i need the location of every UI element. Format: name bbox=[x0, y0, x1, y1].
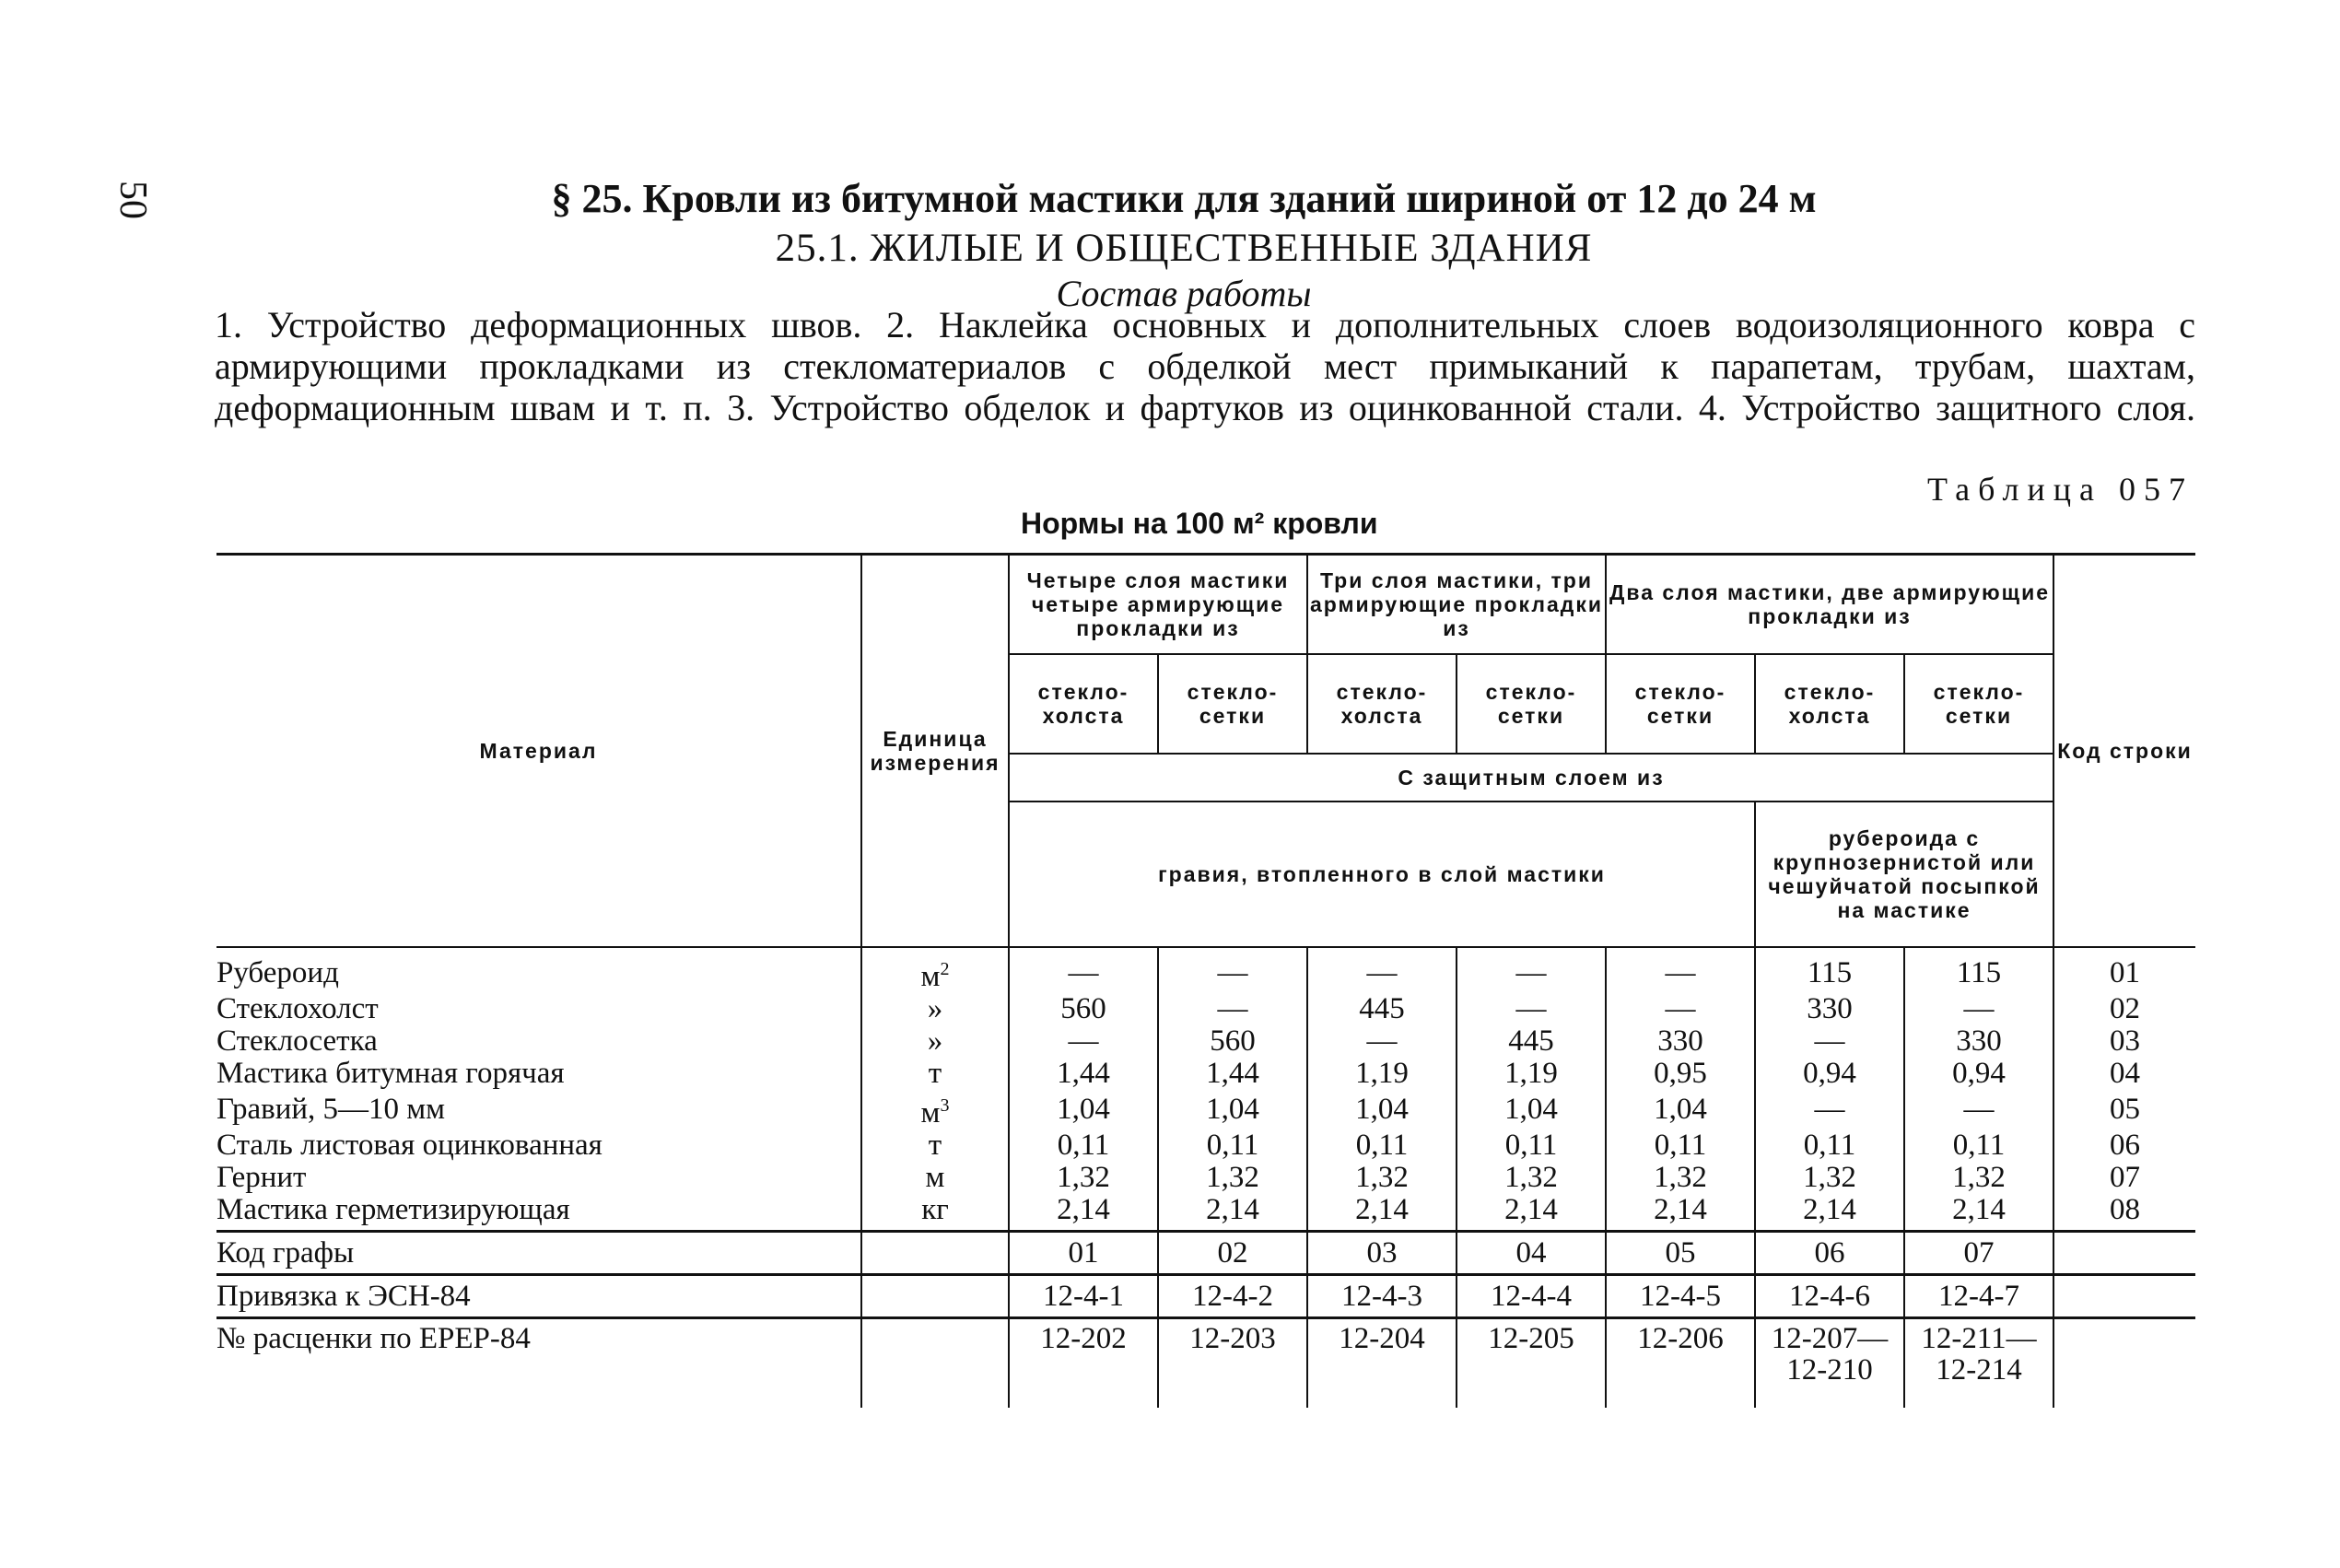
value-cell: 0,11 bbox=[1755, 1129, 1904, 1162]
erer-cell: 12-206 bbox=[1606, 1318, 1755, 1409]
row-code-cell: 04 bbox=[2053, 1058, 2195, 1090]
value-cell: 1,19 bbox=[1307, 1058, 1457, 1090]
value-cell: 0,11 bbox=[1606, 1129, 1755, 1162]
column-code-row bbox=[216, 1232, 2195, 1275]
value-cell: 1,19 bbox=[1457, 1058, 1606, 1090]
erer-rate-label: № расценки по ЕРЕР-84 bbox=[216, 1318, 861, 1409]
value-cell: 1,32 bbox=[1606, 1162, 1755, 1194]
table-label: Таблица 057 bbox=[1927, 471, 2194, 508]
header-group-three-layers: Три слоя мастики, три армирующие прокладки из bbox=[1307, 555, 1606, 655]
unit-cell: т bbox=[861, 1058, 1009, 1090]
erer-cell: 12-211—12-214 bbox=[1904, 1318, 2053, 1409]
erer-cell: 12-203 bbox=[1158, 1318, 1307, 1409]
value-cell: — bbox=[1158, 947, 1307, 993]
value-cell: — bbox=[1755, 1025, 1904, 1058]
header-material: Материал bbox=[216, 555, 861, 948]
erer-cell: 12-205 bbox=[1457, 1318, 1606, 1409]
value-cell: 1,32 bbox=[1158, 1162, 1307, 1194]
header-ruberoid: рубероида с крупнозернистой или чешуйчатой посыпкой на мастике bbox=[1755, 802, 2053, 947]
value-cell: 2,14 bbox=[1904, 1194, 2053, 1232]
value-cell: 115 bbox=[1755, 947, 1904, 993]
table-row bbox=[216, 1025, 2195, 1058]
value-cell: — bbox=[1755, 1090, 1904, 1129]
value-cell: 1,32 bbox=[1755, 1162, 1904, 1194]
row-code-cell: 08 bbox=[2053, 1194, 2195, 1232]
value-cell: 445 bbox=[1457, 1025, 1606, 1058]
material-name: Сталь листовая оцинкованная bbox=[216, 1129, 861, 1162]
header-sub-3: стекло-холста bbox=[1307, 654, 1457, 754]
erer-cell: 12-204 bbox=[1307, 1318, 1457, 1409]
value-cell: — bbox=[1904, 993, 2053, 1025]
table-caption: Нормы на 100 м² кровли bbox=[1021, 507, 1378, 540]
value-cell: 2,14 bbox=[1009, 1194, 1158, 1232]
table-row bbox=[216, 1129, 2195, 1162]
material-name: Гернит bbox=[216, 1162, 861, 1194]
column-code-cell: 04 bbox=[1457, 1232, 1606, 1275]
table-row bbox=[216, 993, 2195, 1025]
value-cell: 2,14 bbox=[1307, 1194, 1457, 1232]
column-code-label: Код графы bbox=[216, 1232, 861, 1275]
empty-cell bbox=[2053, 1232, 2195, 1275]
esn-cell: 12-4-1 bbox=[1009, 1275, 1158, 1318]
value-cell: 1,44 bbox=[1009, 1058, 1158, 1090]
unit-cell: » bbox=[861, 993, 1009, 1025]
value-cell: 330 bbox=[1755, 993, 1904, 1025]
empty-cell bbox=[2053, 1318, 2195, 1409]
material-name: Стеклохолст bbox=[216, 993, 861, 1025]
page-number: 50 bbox=[111, 181, 154, 219]
esn-cell: 12-4-7 bbox=[1904, 1275, 2053, 1318]
empty-cell bbox=[861, 1318, 1009, 1409]
work-description: 1. Устройство деформационных швов. 2. Наклейка основных и дополнительных слоев водоизоляционного ковра с армирующими прокладками из стекломатериалов с обделкой мест примыканий к парапетам, трубам, шахтам, деформационным швам и т. п. 3. Устройство обделок и фартуков из оцинкованной стали. 4. Устройство защитного слоя. bbox=[215, 304, 2195, 428]
empty-cell bbox=[2053, 1275, 2195, 1318]
value-cell: 1,04 bbox=[1307, 1090, 1457, 1129]
header-sub-1: стекло-холста bbox=[1009, 654, 1158, 754]
value-cell: — bbox=[1606, 993, 1755, 1025]
value-cell: 0,11 bbox=[1158, 1129, 1307, 1162]
table-row bbox=[216, 1194, 2195, 1232]
value-cell: 2,14 bbox=[1457, 1194, 1606, 1232]
table-row bbox=[216, 947, 2195, 993]
value-cell: 1,32 bbox=[1457, 1162, 1606, 1194]
column-code-cell: 02 bbox=[1158, 1232, 1307, 1275]
header-sub-6: стекло-холста bbox=[1755, 654, 1904, 754]
header-protective-layer: С защитным слоем из bbox=[1009, 754, 2053, 802]
value-cell: 0,94 bbox=[1904, 1058, 2053, 1090]
header-sub-5: стекло-сетки bbox=[1606, 654, 1755, 754]
value-cell: 0,11 bbox=[1009, 1129, 1158, 1162]
norms-table bbox=[216, 553, 2195, 1408]
column-code-cell: 07 bbox=[1904, 1232, 2053, 1275]
material-name: Мастика герметизирующая bbox=[216, 1194, 861, 1232]
row-code-cell: 02 bbox=[2053, 993, 2195, 1025]
erer-cell: 12-202 bbox=[1009, 1318, 1158, 1409]
column-code-cell: 01 bbox=[1009, 1232, 1158, 1275]
value-cell: — bbox=[1307, 1025, 1457, 1058]
header-group-two-layers: Два слоя мастики, две армирующие прокладки из bbox=[1606, 555, 2053, 655]
value-cell: 330 bbox=[1904, 1025, 2053, 1058]
value-cell: 2,14 bbox=[1606, 1194, 1755, 1232]
value-cell: 1,32 bbox=[1904, 1162, 2053, 1194]
row-code-cell: 05 bbox=[2053, 1090, 2195, 1129]
subsection-title: 25.1. ЖИЛЫЕ И ОБЩЕСТВЕННЫЕ ЗДАНИЯ bbox=[775, 227, 1593, 270]
column-code-cell: 05 bbox=[1606, 1232, 1755, 1275]
material-name: Гравий, 5—10 мм bbox=[216, 1090, 861, 1129]
table-row bbox=[216, 1162, 2195, 1194]
table-row bbox=[216, 1090, 2195, 1129]
column-code-cell: 06 bbox=[1755, 1232, 1904, 1275]
value-cell: 0,94 bbox=[1755, 1058, 1904, 1090]
value-cell: — bbox=[1457, 947, 1606, 993]
value-cell: 1,04 bbox=[1606, 1090, 1755, 1129]
value-cell: 1,04 bbox=[1009, 1090, 1158, 1129]
value-cell: 1,04 bbox=[1457, 1090, 1606, 1129]
unit-cell: кг bbox=[861, 1194, 1009, 1232]
unit-cell: $м^2$ bbox=[861, 947, 1009, 993]
value-cell: 1,04 bbox=[1158, 1090, 1307, 1129]
value-cell: — bbox=[1009, 1025, 1158, 1058]
header-row-code: Код строки bbox=[2053, 555, 2195, 948]
row-code-cell: 01 bbox=[2053, 947, 2195, 993]
esn-binding-label: Привязка к ЭСН-84 bbox=[216, 1275, 861, 1318]
value-cell: 1,44 bbox=[1158, 1058, 1307, 1090]
row-code-cell: 07 bbox=[2053, 1162, 2195, 1194]
value-cell: 2,14 bbox=[1158, 1194, 1307, 1232]
value-cell: 1,32 bbox=[1009, 1162, 1158, 1194]
esn-cell: 12-4-4 bbox=[1457, 1275, 1606, 1318]
header-group-four-layers: Четыре слоя мастики четыре армирующие прокладки из bbox=[1009, 555, 1307, 655]
value-cell: — bbox=[1158, 993, 1307, 1025]
work-heading: Состав работы bbox=[1056, 273, 1312, 314]
material-name: Мастика битумная горячая bbox=[216, 1058, 861, 1090]
value-cell: — bbox=[1606, 947, 1755, 993]
esn-cell: 12-4-3 bbox=[1307, 1275, 1457, 1318]
value-cell: 560 bbox=[1158, 1025, 1307, 1058]
value-cell: 115 bbox=[1904, 947, 2053, 993]
row-code-cell: 03 bbox=[2053, 1025, 2195, 1058]
value-cell: 2,14 bbox=[1755, 1194, 1904, 1232]
empty-cell bbox=[861, 1232, 1009, 1275]
value-cell: 330 bbox=[1606, 1025, 1755, 1058]
value-cell: — bbox=[1009, 947, 1158, 993]
unit-cell: » bbox=[861, 1025, 1009, 1058]
header-sub-4: стекло-сетки bbox=[1457, 654, 1606, 754]
table-row bbox=[216, 1058, 2195, 1090]
value-cell: 0,11 bbox=[1307, 1129, 1457, 1162]
value-cell: 0,11 bbox=[1457, 1129, 1606, 1162]
erer-rate-row bbox=[216, 1318, 2195, 1409]
esn-cell: 12-4-2 bbox=[1158, 1275, 1307, 1318]
value-cell: — bbox=[1457, 993, 1606, 1025]
header-gravel: гравия, втопленного в слой мастики bbox=[1009, 802, 1755, 947]
row-code-cell: 06 bbox=[2053, 1129, 2195, 1162]
value-cell: — bbox=[1904, 1090, 2053, 1129]
material-name: Рубероид bbox=[216, 947, 861, 993]
value-cell: 1,32 bbox=[1307, 1162, 1457, 1194]
value-cell: 0,11 bbox=[1904, 1129, 2053, 1162]
header-sub-2: стекло-сетки bbox=[1158, 654, 1307, 754]
esn-cell: 12-4-5 bbox=[1606, 1275, 1755, 1318]
value-cell: 0,95 bbox=[1606, 1058, 1755, 1090]
unit-cell: м bbox=[861, 1162, 1009, 1194]
section-title: § 25. Кровли из битумной мастики для зданий шириной от 12 до 24 м bbox=[551, 176, 1817, 221]
unit-cell: $м^3$ bbox=[861, 1090, 1009, 1129]
empty-cell bbox=[861, 1275, 1009, 1318]
esn-cell: 12-4-6 bbox=[1755, 1275, 1904, 1318]
value-cell: 445 bbox=[1307, 993, 1457, 1025]
esn-binding-row bbox=[216, 1275, 2195, 1318]
value-cell: 560 bbox=[1009, 993, 1158, 1025]
header-sub-7: стекло-сетки bbox=[1904, 654, 2053, 754]
header-unit: Единица измерения bbox=[861, 555, 1009, 948]
erer-cell: 12-207—12-210 bbox=[1755, 1318, 1904, 1409]
value-cell: — bbox=[1307, 947, 1457, 993]
material-name: Стеклосетка bbox=[216, 1025, 861, 1058]
unit-cell: т bbox=[861, 1129, 1009, 1162]
column-code-cell: 03 bbox=[1307, 1232, 1457, 1275]
